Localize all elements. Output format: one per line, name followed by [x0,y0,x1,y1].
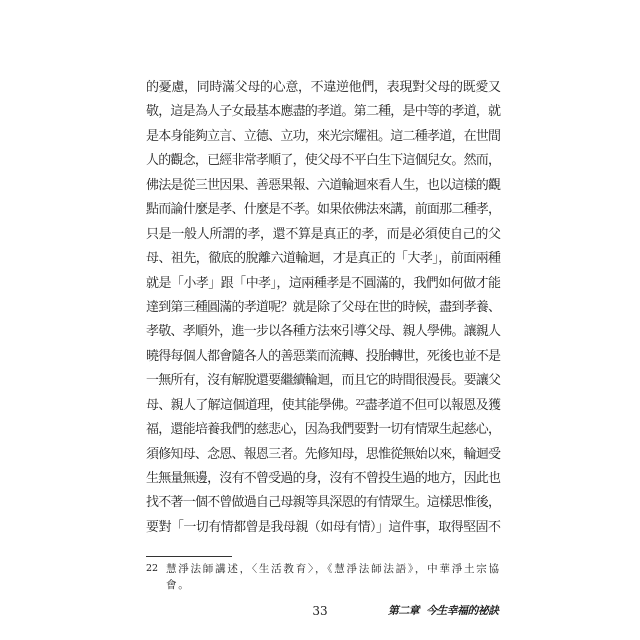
body-text-line [146,247,502,271]
body-text-line-content: 點而論什麼是孝、什麼是不孝。如果依佛法來講，前面那二種孝， [146,202,501,218]
body-text-line [146,149,502,173]
body-text-line [146,443,502,467]
footnote-text-line [166,561,500,577]
body-text-line-content: 人的觀念，已經非常孝順了，使父母不平白生下這個兒女。然而， [146,153,501,169]
body-text-segment: 盡孝道不但可以報恩及獲 [364,397,501,413]
body-text-line [146,296,502,320]
body-text [146,76,502,540]
body-text-line [146,272,502,296]
body-text-line [146,125,502,149]
body-text-line [146,174,502,198]
body-text-line-content: 母、祖先，徹底的脫離六道輪迴，才是真正的「大孝」，前面兩種 [146,251,501,267]
body-text-line-content: 福，還能培養我們的慈悲心，因為我們要對一切有情眾生起慈心， [146,422,501,438]
body-text-line [146,100,502,124]
body-text-line-content: 佛法是從三世因果、善惡果報、六道輪迴來看人生，也以這樣的觀 [146,177,501,193]
footnote-text [166,561,500,593]
body-text-line-content: 的憂慮，同時滿父母的心意，不違逆他們，表現對父母的既愛又 [146,80,501,95]
body-text-line-content: 達到第三種圓滿的孝道呢？就是除了父母在世的時候，盡到孝養、 [146,299,501,315]
body-text-line [146,223,502,247]
body-text-line [146,467,502,491]
body-text-line-content: 須修知母、念恩、報恩三者。先修知母，思惟從無始以來，輪迴受 [146,446,501,462]
body-text-line-content: 敬，這是為人子女最基本應盡的孝道。第二種，是中等的孝道，就 [146,104,501,120]
running-head-content [388,603,499,619]
body-text-line-content: 曉得每個人都會隨各人的善惡業而流轉、投胎轉世，死後也並不是 [146,348,501,364]
chapter-number: 第二章 [388,604,420,617]
body-text-line [146,198,502,222]
footnote-number: 22 [146,563,159,574]
body-text-line [146,76,502,100]
body-text-line-content: 孝敬、孝順外，進一步以各種方法來引導父母、親人學佛。讓親人 [146,324,501,340]
body-text-line [146,516,502,540]
body-text-line [146,345,502,369]
body-text-line [146,394,502,418]
running-head [388,603,499,619]
body-text-line [146,491,502,515]
body-text-line-content: 生無量無邊，沒有不曾受過的身，沒有不曾投生過的地方，因此也 [146,471,501,486]
body-text-line-content: 只是一般人所謂的孝，還不算是真正的孝，而是必須使自己的父 [146,226,501,242]
footnote-rule [146,556,232,557]
body-text-line-content: 要對「一切有情都曾是我母親（如母有情）」這件事，取得堅固不 [146,519,501,535]
footnote-text-line-content: 慧淨法師講述，〈生活教育〉，《慧淨法師法語》，中華淨土宗協 [166,563,501,575]
body-text-line [146,418,502,442]
body-text-line [146,320,502,344]
footnote-reference: 22 [355,397,365,407]
body-text-line-content [146,394,500,419]
chapter-title: 今生幸福的祕訣 [426,604,499,617]
body-text-segment: 母、親人了解這個道理，使其能學佛。 [146,397,356,413]
body-text-line-content: 一無所有，沒有解脫還要繼續輪迴，而且它的時間很漫長。要讓父 [146,373,501,389]
body-text-line-content: 找不著一個不曾做過自己母親等具深恩的有情眾生。這樣思惟後， [146,495,501,511]
body-text-line-content: 就是「小孝」跟「中孝」，這兩種孝是不圓滿的，我們如何做才能 [146,275,501,291]
body-text-line-content: 是本身能夠立言、立德、立功，來光宗耀祖。這二種孝道，在世間 [146,128,501,144]
page-number: 33 [312,604,328,618]
body-text-line [146,369,502,393]
footnote-text-line-content: 會。 [166,579,191,591]
footnote-text-line [166,577,500,593]
